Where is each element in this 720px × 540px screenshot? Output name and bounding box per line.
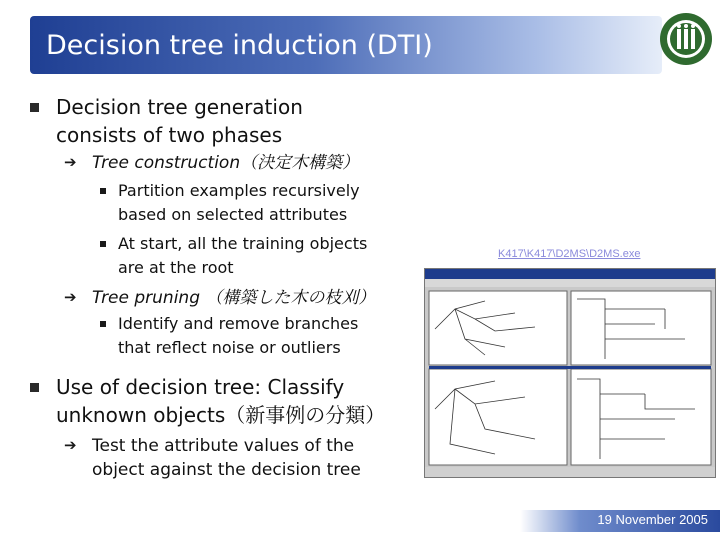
bullet-2-line-1: Use of decision tree: Classify: [56, 375, 345, 399]
bullet-1-sub-1-item-1-line-2: based on selected attributes: [118, 205, 348, 224]
bullet-1-line-1: Decision tree generation: [56, 95, 303, 119]
arrow-bullet-icon: ➔: [64, 153, 77, 171]
arrow-bullet-icon: ➔: [64, 288, 77, 306]
small-square-bullet-icon: [100, 241, 106, 247]
program-link[interactable]: K417\K417\D2MS\D2MS.exe: [498, 248, 641, 260]
slide-date: 19 November 2005: [597, 512, 708, 527]
bullet-2-sub-1-line-1: Test the attribute values of the: [92, 436, 355, 456]
bullet-1-line-2: consists of two phases: [56, 123, 283, 147]
arrow-bullet-icon: ➔: [64, 436, 77, 454]
bullet-1-sub-2-item-1-line-2: that reflect noise or outliers: [118, 338, 341, 357]
footer-date-bar: [520, 510, 720, 532]
square-bullet-icon: [30, 383, 39, 392]
bullet-1-sub-1: Tree construction（決定木構築）: [92, 153, 360, 173]
tree-software-screenshot: [424, 268, 716, 478]
bullet-1-sub-1-item-2-line-2: are at the root: [118, 258, 234, 277]
small-square-bullet-icon: [100, 321, 106, 327]
bullet-1-sub-1-item-2-line-1: At start, all the training objects: [118, 234, 368, 253]
bullet-2-sub-1-line-2: object against the decision tree: [92, 460, 361, 480]
slide-title: Decision tree induction (DTI): [46, 30, 433, 61]
bullet-1-sub-2-item-1-line-1: Identify and remove branches: [118, 314, 359, 333]
small-square-bullet-icon: [100, 188, 106, 194]
bullet-2-line-2: unknown objects（新事例の分類）: [56, 403, 386, 427]
square-bullet-icon: [30, 103, 39, 112]
bullet-1-sub-2: Tree pruning （構築した木の枝刈）: [92, 288, 376, 308]
bullet-1-sub-1-item-1-line-1: Partition examples recursively: [118, 181, 360, 200]
university-logo-icon: [659, 12, 713, 66]
